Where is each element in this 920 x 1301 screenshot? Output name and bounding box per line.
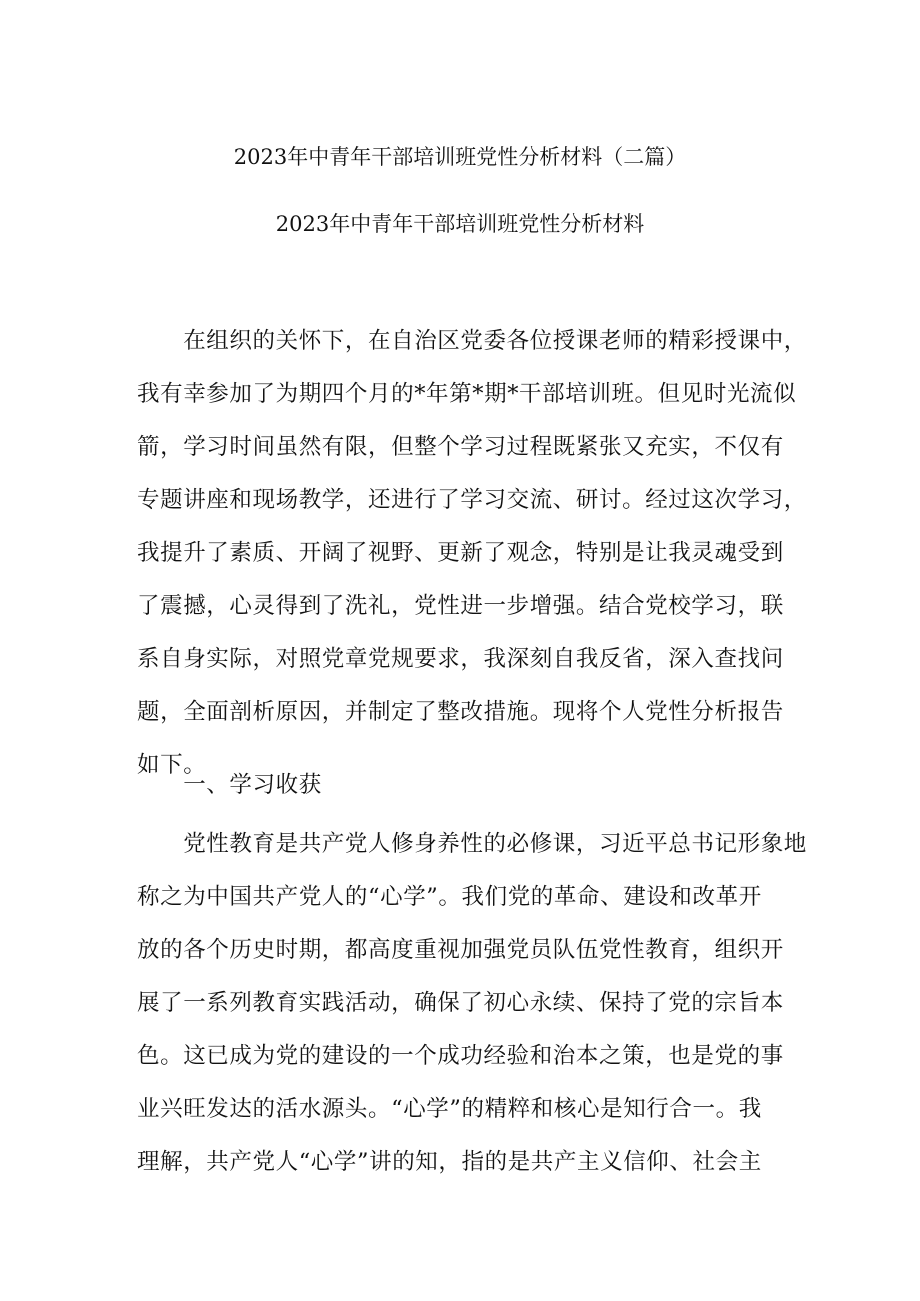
- paragraph-line: 称之为中国共产党人的“心学”。我们党的革命、建设和改革开: [137, 884, 762, 910]
- paragraph-line: 展了一系列教育实践活动，确保了初心永续、保持了党的宗旨本: [137, 990, 784, 1016]
- paragraph-line: 理解，共产党人“心学”讲的知，指的是共产主义信仰、社会主: [137, 1149, 762, 1175]
- paragraph-line: 了震撼，心灵得到了洗礼，党性进一步增强。结合党校学习，联: [137, 593, 784, 619]
- paragraph-line: 在组织的关怀下，在自治区党委各位授课老师的精彩授课中，: [137, 328, 807, 354]
- paragraph-line: 如下。: [137, 752, 207, 778]
- section-1-heading: 一、学习收获: [137, 772, 322, 798]
- paragraph-line: 专题讲座和现场教学，还进行了学习交流、研讨。经过这次学习，: [137, 487, 807, 513]
- document-subtitle: 2023年中青年干部培训班党性分析材料: [275, 212, 645, 236]
- paragraph-line: 业兴旺发达的活水源头。“心学”的精粹和核心是知行合一。我: [137, 1096, 762, 1122]
- paragraph-line: 题，全面剖析原因，并制定了整改措施。现将个人党性分析报告: [137, 699, 784, 725]
- paragraph-line: 箭，学习时间虽然有限，但整个学习过程既紧张又充实，不仅有: [137, 434, 784, 460]
- paragraph-line: 色。这已成为党的建设的一个成功经验和治本之策，也是党的事: [137, 1043, 784, 1069]
- paragraph-line: 放的各个历史时期，都高度重视加强党员队伍党性教育，组织开: [137, 937, 784, 963]
- paragraph-line: 党性教育是共产党人修身养性的必修课，习近平总书记形象地: [137, 831, 807, 857]
- paragraph-line: 我有幸参加了为期四个月的*年第*期*干部培训班。但见时光流似: [137, 381, 797, 407]
- paragraph-line: 我提升了素质、开阔了视野、更新了观念，特别是让我灵魂受到: [137, 540, 784, 566]
- paragraph-line: 系自身实际，对照党章党规要求，我深刻自我反省，深入查找问: [137, 646, 784, 672]
- document-title: 2023年中青年干部培训班党性分析材料（二篇）: [233, 145, 687, 169]
